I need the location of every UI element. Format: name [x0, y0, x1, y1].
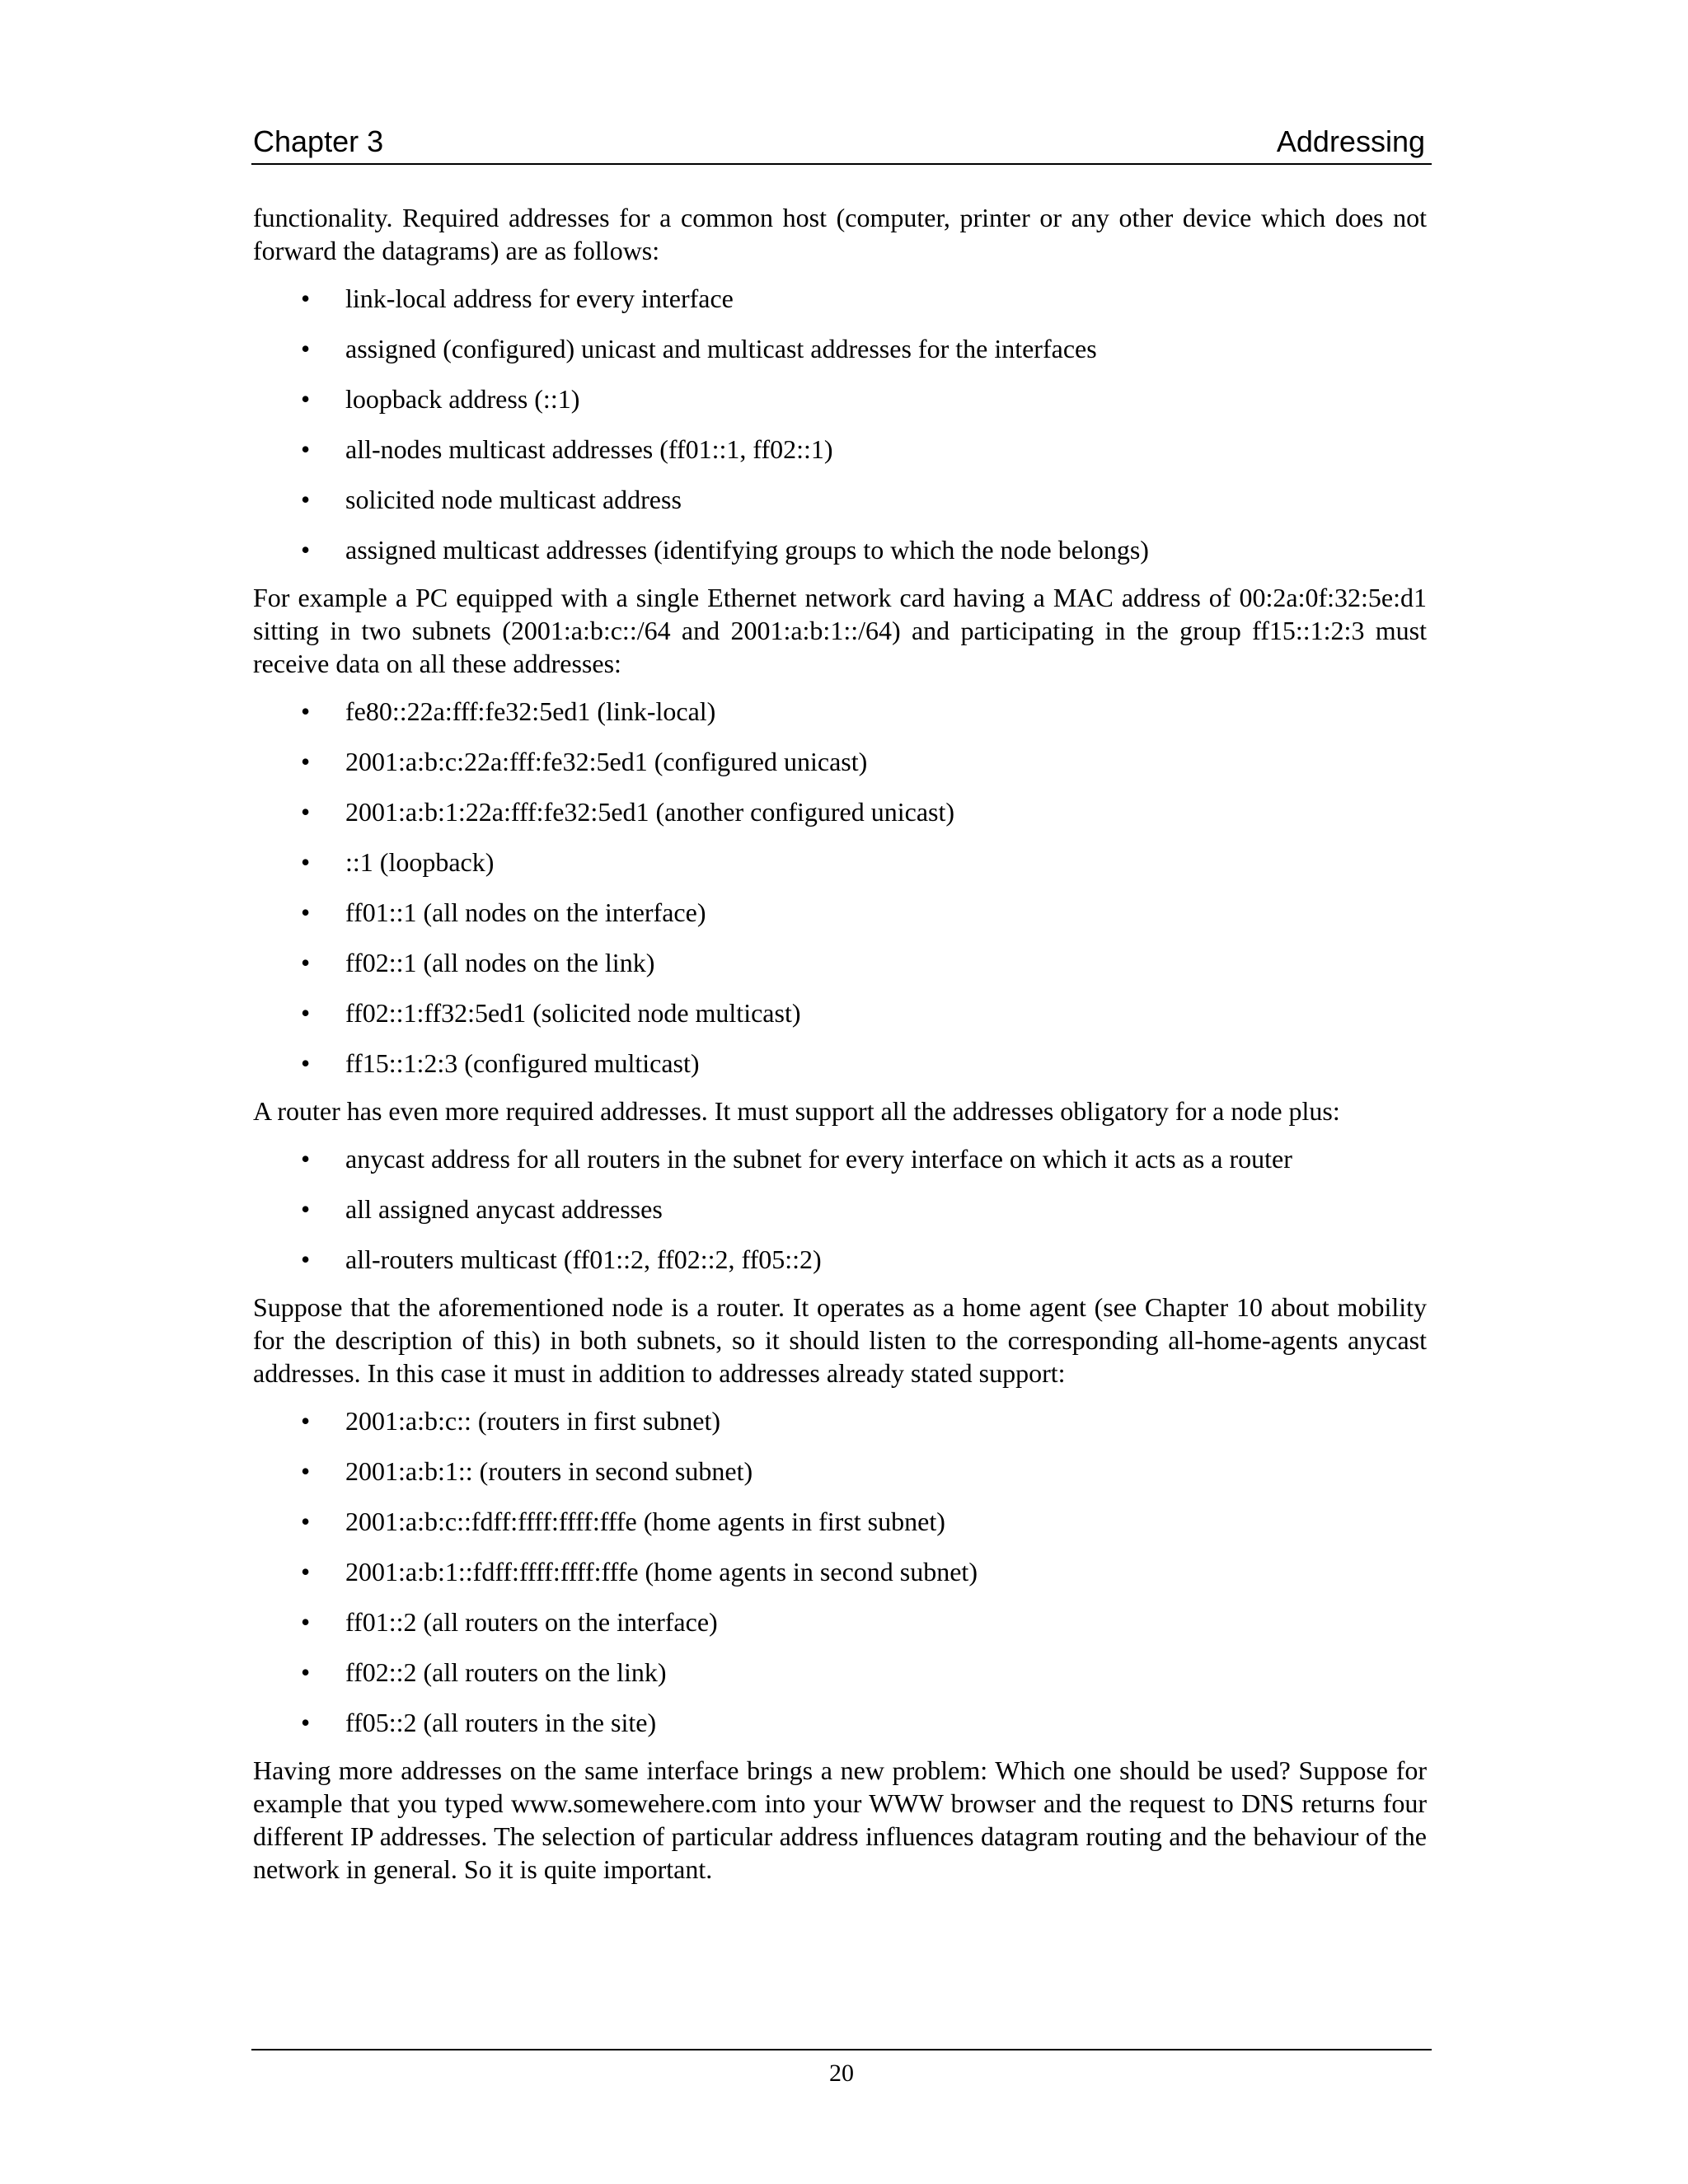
- list-item-text: 2001:a:b:c:: (routers in first subnet): [345, 1406, 721, 1436]
- bullet-icon: •: [301, 1194, 311, 1224]
- list-item: [253, 846, 1427, 879]
- paragraph: Having more addresses on the same interface brings a new problem: Which one should be used? Suppose for example that you typed www.somewehere.com into your WWW browser and the request to DNS returns four different IP addresses. The selection of particular address influences datagram routing and the behaviour of the network in general. So it is quite important.: [253, 1755, 1427, 1884]
- list-item-text: solicited node multicast address: [345, 485, 682, 514]
- bullet-icon: •: [301, 384, 311, 414]
- running-header: [251, 124, 1432, 165]
- list-item-text: 2001:a:b:1::fdff:ffff:ffff:fffe (home agents in second subnet): [345, 1557, 978, 1586]
- bullet-icon: •: [301, 1244, 311, 1274]
- running-footer: [251, 2049, 1432, 2090]
- paragraph: functionality. Required addresses for a common host (computer, printer or any other device which does not forward the datagrams) are as follows:: [253, 203, 1427, 265]
- list-item-text: fe80::22a:fff:fe32:5ed1 (link-local): [345, 696, 716, 726]
- bullet-list: [253, 1404, 1427, 1739]
- list-item-text: ff05::2 (all routers in the site): [345, 1708, 657, 1737]
- list-item: [253, 1193, 1427, 1226]
- list-item: [253, 1243, 1427, 1276]
- bullet-list: [253, 695, 1427, 1080]
- bullet-icon: •: [301, 847, 311, 877]
- bullet-icon: •: [301, 1144, 311, 1174]
- bullet-icon: •: [301, 1708, 311, 1737]
- list-item: [253, 1047, 1427, 1080]
- document-page: [251, 0, 1432, 2184]
- list-item: [253, 483, 1427, 516]
- list-item: [253, 1455, 1427, 1488]
- bullet-list: [253, 1142, 1427, 1276]
- list-item-text: anycast address for all routers in the subnet for every interface on which it acts as a router: [345, 1144, 1292, 1174]
- bullet-icon: •: [301, 1406, 311, 1436]
- bullet-icon: •: [301, 284, 311, 313]
- bullet-list: [253, 282, 1427, 566]
- list-item-text: ff15::1:2:3 (configured multicast): [345, 1048, 700, 1078]
- bullet-icon: •: [301, 485, 311, 514]
- list-item-text: assigned (configured) unicast and multicast addresses for the interfaces: [345, 334, 1097, 363]
- bullet-icon: •: [301, 948, 311, 977]
- paragraph: A router has even more required addresses. It must support all the addresses obligatory for a node plus:: [253, 1096, 1340, 1126]
- list-item-text: ::1 (loopback): [345, 847, 495, 877]
- list-item-text: 2001:a:b:c::fdff:ffff:ffff:fffe (home agents in first subnet): [345, 1507, 945, 1536]
- list-item-text: 2001:a:b:1:: (routers in second subnet): [345, 1456, 753, 1486]
- bullet-icon: •: [301, 1507, 311, 1536]
- list-item: [253, 996, 1427, 1029]
- bullet-icon: •: [301, 1657, 311, 1687]
- bullet-icon: •: [301, 797, 311, 827]
- list-item: [253, 332, 1427, 365]
- bullet-icon: •: [301, 1048, 311, 1078]
- body-text: [253, 201, 1427, 1900]
- bullet-icon: •: [301, 535, 311, 565]
- list-item: [253, 1404, 1427, 1437]
- bullet-icon: •: [301, 898, 311, 927]
- bullet-icon: •: [301, 998, 311, 1028]
- bullet-icon: •: [301, 747, 311, 776]
- list-item-text: ff01::1 (all nodes on the interface): [345, 898, 706, 927]
- list-item: [253, 382, 1427, 415]
- list-item-text: 2001:a:b:1:22a:fff:fe32:5ed1 (another configured unicast): [345, 797, 955, 827]
- list-item-text: 2001:a:b:c:22a:fff:fe32:5ed1 (configured unicast): [345, 747, 868, 776]
- list-item-text: all assigned anycast addresses: [345, 1194, 663, 1224]
- list-item-text: ff01::2 (all routers on the interface): [345, 1607, 718, 1637]
- header-section-title: Addressing: [1276, 124, 1425, 158]
- bullet-icon: •: [301, 1607, 311, 1637]
- list-item-text: ff02::1 (all nodes on the link): [345, 948, 655, 977]
- list-item-text: loopback address (::1): [345, 384, 580, 414]
- bullet-icon: •: [301, 696, 311, 726]
- bullet-icon: •: [301, 1557, 311, 1586]
- list-item-text: all-nodes multicast addresses (ff01::1, ff02::1): [345, 434, 833, 464]
- list-item: [253, 433, 1427, 466]
- list-item: [253, 745, 1427, 778]
- list-item: [253, 795, 1427, 828]
- page-number: 20: [829, 2060, 854, 2087]
- paragraph: Suppose that the aforementioned node is a router. It operates as a home agent (see Chapter 10 about mobility for the description of this) in both subnets, so it should listen to the corresponding all-home-agents anycast addresses. In this case it must in addition to addresses already stated support:: [253, 1292, 1427, 1388]
- list-item-text: all-routers multicast (ff01::2, ff02::2, ff05::2): [345, 1244, 822, 1274]
- list-item: [253, 1656, 1427, 1689]
- list-item-text: assigned multicast addresses (identifying groups to which the node belongs): [345, 535, 1149, 565]
- bullet-icon: •: [301, 434, 311, 464]
- header-chapter: Chapter 3: [253, 124, 384, 158]
- paragraph: For example a PC equipped with a single Ethernet network card having a MAC address of 00:2a:0f:32:5e:d1 sitting in two subnets (2001:a:b:c::/64 and 2001:a:b:1::/64) and participating in the group ff15::1:2:3 must receive data on all these addresses:: [253, 583, 1427, 678]
- list-item: [253, 1605, 1427, 1638]
- list-item: [253, 1706, 1427, 1739]
- list-item-text: ff02::2 (all routers on the link): [345, 1657, 667, 1687]
- list-item: [253, 1505, 1427, 1538]
- list-item: [253, 896, 1427, 929]
- list-item: [253, 1555, 1427, 1588]
- list-item: [253, 1142, 1427, 1175]
- list-item-text: ff02::1:ff32:5ed1 (solicited node multicast): [345, 998, 801, 1028]
- list-item: [253, 946, 1427, 979]
- bullet-icon: •: [301, 334, 311, 363]
- bullet-icon: •: [301, 1456, 311, 1486]
- list-item: [253, 282, 1427, 315]
- list-item: [253, 695, 1427, 728]
- list-item: [253, 533, 1427, 566]
- list-item-text: link-local address for every interface: [345, 284, 734, 313]
